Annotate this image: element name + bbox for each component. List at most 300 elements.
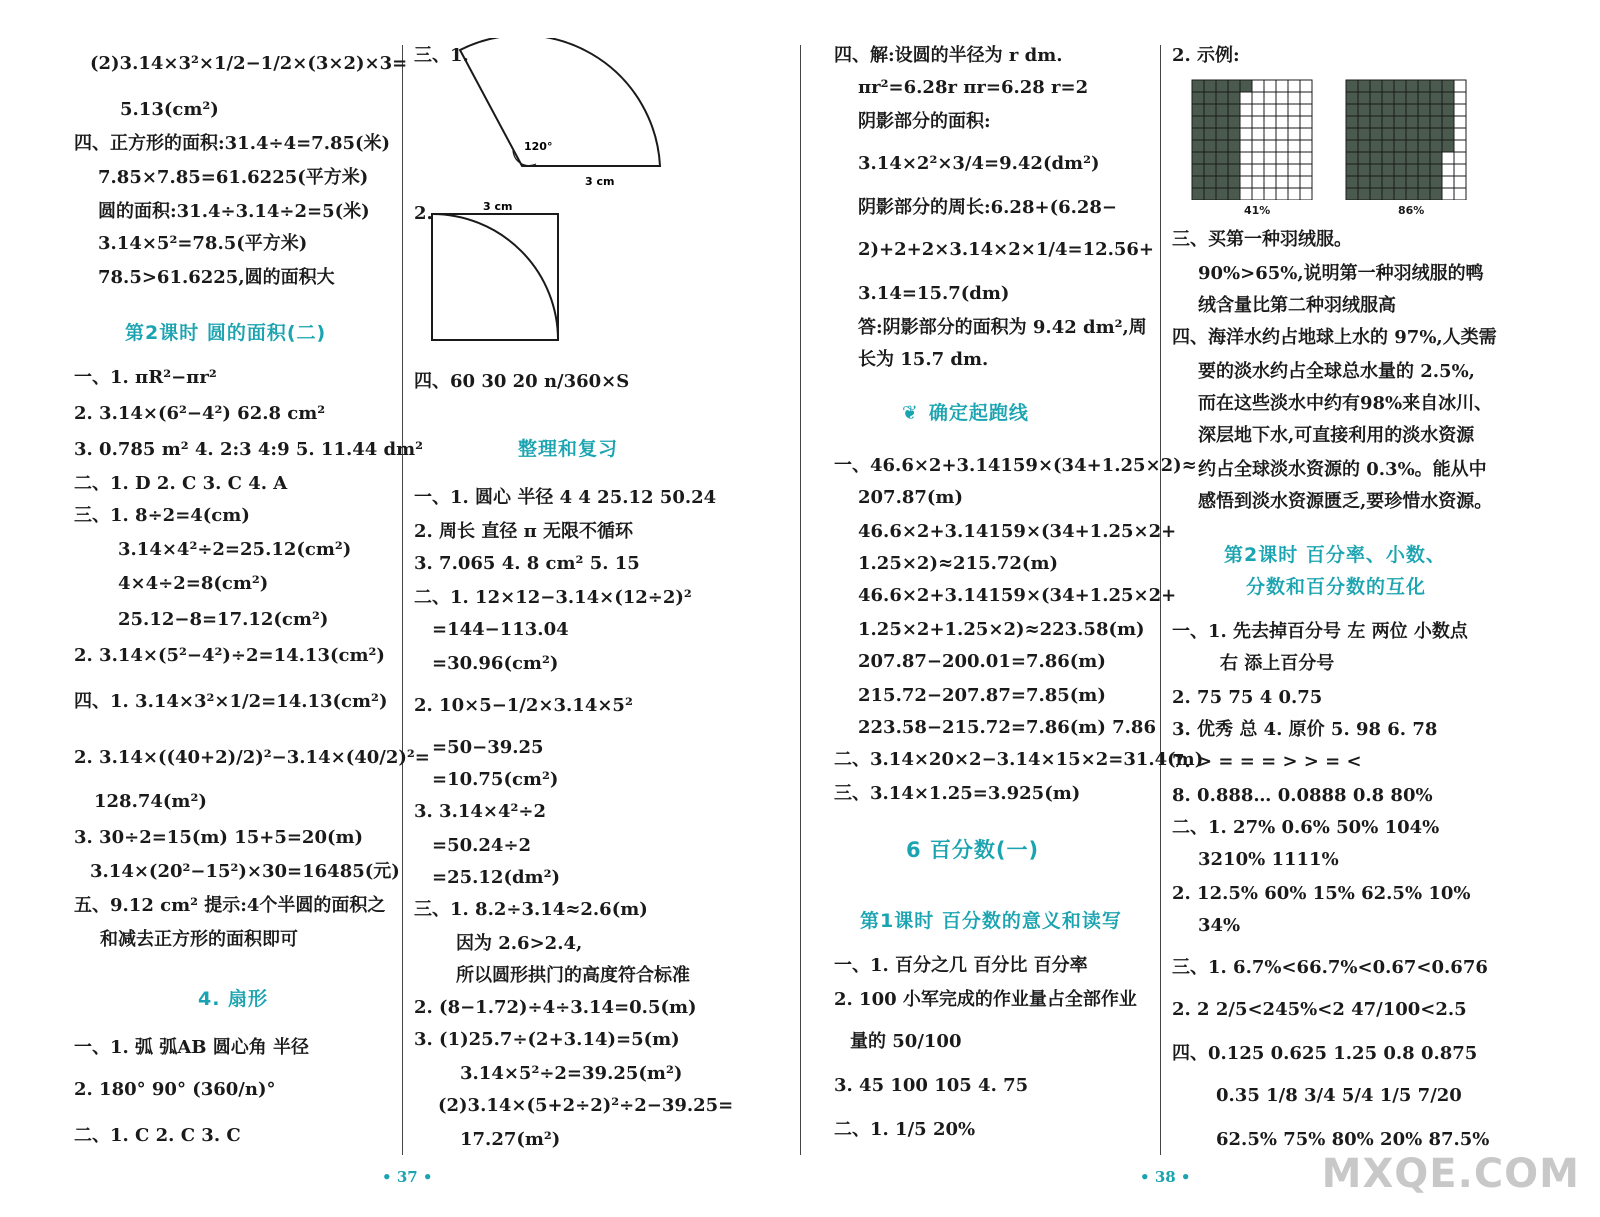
grid-cell [1288, 116, 1300, 128]
text-line: 2. (8−1.72)÷4÷3.14=0.5(m) [414, 997, 697, 1018]
grid-cell-filled [1346, 176, 1358, 188]
text-line: 阴影部分的周长:6.28+(6.28− [858, 197, 1118, 218]
text-line: 25.12−8=17.12(cm²) [118, 609, 329, 630]
grid-cell [1442, 188, 1454, 200]
quarter-circle-figure [428, 198, 578, 343]
grid-cell [1454, 176, 1466, 188]
page-number-left: • 37 • [382, 1168, 433, 1186]
text-line: 三、1. 8.2÷3.14≈2.6(m) [414, 899, 648, 920]
grid-cell [1240, 116, 1252, 128]
text-line: 2. 3.14×(6²−4²) 62.8 cm² [74, 403, 326, 424]
grid-cell [1276, 188, 1288, 200]
text-line: 绒含量比第二种羽绒服高 [1198, 295, 1396, 316]
text-line: 8. 0.888… 0.0888 0.8 80% [1172, 785, 1433, 806]
text-line: 62.5% 75% 80% 20% 87.5% [1216, 1129, 1490, 1150]
grid-cell-filled [1346, 92, 1358, 104]
grid-cell-filled [1204, 140, 1216, 152]
text-line: =144−113.04 [432, 619, 569, 640]
grid-cell-filled [1228, 128, 1240, 140]
percent-grid-86 [1344, 78, 1469, 200]
grid-cell-filled [1382, 92, 1394, 104]
grid-cell [1252, 188, 1264, 200]
grid-cell-filled [1228, 140, 1240, 152]
grid-cell [1454, 188, 1466, 200]
grid-cell [1300, 104, 1312, 116]
grid-cell-filled [1382, 176, 1394, 188]
grid-cell-filled [1204, 152, 1216, 164]
grid-cell [1454, 116, 1466, 128]
grid-cell-filled [1382, 128, 1394, 140]
grid-cell-filled [1382, 116, 1394, 128]
text-line: 3. 0.785 m² 4. 2:3 4:9 5. 11.44 dm² [74, 439, 424, 460]
text-line: πr²=6.28r πr=6.28 r=2 [858, 77, 1089, 98]
text-line: 78.5>61.6225,圆的面积大 [98, 267, 335, 288]
grid-cell [1454, 92, 1466, 104]
grid-cell [1240, 188, 1252, 200]
text-line: 因为 2.6>2.4, [456, 933, 583, 954]
grid-cell-filled [1216, 128, 1228, 140]
grid-cell-filled [1406, 164, 1418, 176]
grid-cell-filled [1346, 152, 1358, 164]
sector-figure [450, 38, 680, 188]
grid-cell [1454, 104, 1466, 116]
grid-cell-filled [1216, 92, 1228, 104]
grid-cell-filled [1406, 92, 1418, 104]
grid-cell-filled [1442, 92, 1454, 104]
text-line: 2)+2+2×3.14×2×1/4=12.56+ [858, 239, 1155, 260]
grid-cell [1252, 176, 1264, 188]
grid-cell-filled [1192, 164, 1204, 176]
section-heading: 第1课时 百分数的意义和读写 [860, 910, 1122, 932]
grid-cell-filled [1192, 188, 1204, 200]
grid-cell-filled [1192, 116, 1204, 128]
grid-cell-filled [1204, 128, 1216, 140]
grid-cell [1454, 140, 1466, 152]
grid-cell-filled [1228, 188, 1240, 200]
grid-cell-filled [1406, 188, 1418, 200]
grid-cell [1240, 140, 1252, 152]
grid-cell-filled [1370, 188, 1382, 200]
grid-cell-filled [1430, 104, 1442, 116]
grid-cell [1288, 188, 1300, 200]
grid-cell [1300, 92, 1312, 104]
grid-cell-filled [1442, 104, 1454, 116]
text-line: 深层地下水,可直接利用的淡水资源 [1198, 425, 1475, 446]
text-line: 1.25×2)≈215.72(m) [858, 553, 1059, 574]
grid-cell-filled [1192, 140, 1204, 152]
text-line: 3.14×2²×3/4=9.42(dm²) [858, 153, 1100, 174]
grid-cell [1300, 140, 1312, 152]
text-line: 34% [1198, 915, 1241, 936]
text-line: 所以圆形拱门的高度符合标准 [456, 965, 690, 986]
grid-cell [1252, 152, 1264, 164]
grid-cell-filled [1442, 116, 1454, 128]
grid-cell-filled [1204, 92, 1216, 104]
grid-cell-filled [1204, 116, 1216, 128]
grid-cell [1240, 128, 1252, 140]
grid-cell [1240, 176, 1252, 188]
text-line: 一、1. πR²−πr² [74, 367, 217, 388]
grid-cell-filled [1430, 80, 1442, 92]
grid-cell-filled [1204, 80, 1216, 92]
text-line: =50.24÷2 [432, 835, 532, 856]
text-line: 二、3.14×20×2−3.14×15×2=31.4(m) [834, 749, 1204, 770]
section-heading: 分数和百分数的互化 [1246, 576, 1427, 598]
grid-cell-filled [1370, 152, 1382, 164]
text-line: 3.14×5²=78.5(平方米) [98, 233, 308, 254]
grid-cell-filled [1216, 188, 1228, 200]
grid-cell-filled [1370, 104, 1382, 116]
grid-cell-filled [1370, 80, 1382, 92]
grid-cell-filled [1228, 176, 1240, 188]
grid-cell [1454, 80, 1466, 92]
grid-cell-filled [1192, 128, 1204, 140]
grid-cell-filled [1406, 176, 1418, 188]
grid-cell-filled [1216, 116, 1228, 128]
text-line: 2. 周长 直径 π 无限不循环 [414, 521, 634, 542]
grid-cell-filled [1216, 140, 1228, 152]
grid-cell-filled [1370, 140, 1382, 152]
grid-cell-filled [1228, 92, 1240, 104]
grid-cell-filled [1382, 80, 1394, 92]
text-line: 3. 优秀 总 4. 原价 5. 98 6. 78 [1172, 719, 1438, 740]
text-line: 3. 3.14×4²÷2 [414, 801, 546, 822]
text-line: 2. 3.14×(5²−4²)÷2=14.13(cm²) [74, 645, 385, 666]
percent-grid-41 [1190, 78, 1315, 200]
grid-cell-filled [1204, 188, 1216, 200]
text-line: 2. 12.5% 60% 15% 62.5% 10% [1172, 883, 1471, 904]
length-label: 3 cm [585, 175, 615, 188]
grid-cell [1300, 188, 1312, 200]
text-line: 二、1. C 2. C 3. C [74, 1125, 241, 1146]
text-line: =10.75(cm²) [432, 769, 559, 790]
text-line: 三、3.14×1.25=3.925(m) [834, 783, 1081, 804]
grid-cell [1252, 164, 1264, 176]
grid-cell-filled [1430, 92, 1442, 104]
section-heading: 4. 扇形 [198, 988, 269, 1010]
grid-cell-filled [1382, 152, 1394, 164]
page-number-text: 37 [396, 1168, 418, 1186]
grid-cell-filled [1358, 92, 1370, 104]
grid-cell-filled [1382, 164, 1394, 176]
text-line: (2)3.14×(5+2÷2)²÷2−39.25= [438, 1095, 734, 1116]
text-line: 2. 3.14×((40+2)/2)²−3.14×(40/2)²= [74, 747, 430, 768]
grid-cell-filled [1358, 116, 1370, 128]
grid-cell [1264, 80, 1276, 92]
text-line: 2. 100 小军完成的作业量占全部作业 [834, 989, 1137, 1010]
grid-cell-filled [1358, 152, 1370, 164]
grid-cell [1240, 92, 1252, 104]
grid-cell-filled [1442, 80, 1454, 92]
grid-label: 86% [1398, 204, 1425, 217]
grid-cell-filled [1346, 188, 1358, 200]
grid-cell-filled [1370, 176, 1382, 188]
grid-cell-filled [1418, 152, 1430, 164]
grid-cell [1300, 116, 1312, 128]
grid-cell-filled [1394, 140, 1406, 152]
section-heading: 第2课时 百分率、小数、 [1224, 544, 1446, 566]
grid-cell-filled [1430, 116, 1442, 128]
text-line: 3. 45 100 105 4. 75 [834, 1075, 1029, 1096]
grid-cell-filled [1406, 128, 1418, 140]
text-line: 3.14=15.7(dm) [858, 283, 1010, 304]
grid-cell-filled [1204, 164, 1216, 176]
grid-cell-filled [1370, 116, 1382, 128]
grid-cell-filled [1442, 140, 1454, 152]
grid-cell-filled [1382, 188, 1394, 200]
text-line: 四、解:设圆的半径为 r dm. [834, 45, 1063, 66]
text-line: 2. 示例: [1172, 45, 1240, 66]
grid-cell [1276, 92, 1288, 104]
text-line: 3.14×4²÷2=25.12(cm²) [118, 539, 352, 560]
grid-cell [1288, 164, 1300, 176]
text-line: 四、0.125 0.625 1.25 0.8 0.875 [1172, 1043, 1478, 1064]
grid-cell [1276, 104, 1288, 116]
text-line: 46.6×2+3.14159×(34+1.25×2+ [858, 585, 1177, 606]
grid-cell-filled [1394, 152, 1406, 164]
grid-cell [1300, 164, 1312, 176]
grid-cell-filled [1370, 128, 1382, 140]
grid-cell-filled [1394, 188, 1406, 200]
text-line: 207.87−200.01=7.86(m) [858, 651, 1106, 672]
grid-cell [1442, 164, 1454, 176]
chapter-heading: 6 百分数(一) [906, 838, 1040, 862]
grid-cell-filled [1418, 188, 1430, 200]
section-heading [902, 398, 1029, 425]
grid-cell-filled [1418, 164, 1430, 176]
text-line: 7.85×7.85=61.6225(平方米) [98, 167, 369, 188]
grid-cell-filled [1394, 176, 1406, 188]
text-line: 128.74(m²) [94, 791, 207, 812]
grid-cell-filled [1204, 104, 1216, 116]
grid-cell-filled [1228, 116, 1240, 128]
grid-cell-filled [1394, 80, 1406, 92]
text-line: 2. 75 75 4 0.75 [1172, 687, 1323, 708]
grid-cell [1288, 80, 1300, 92]
grid-cell-filled [1228, 164, 1240, 176]
grid-cell [1264, 152, 1276, 164]
grid-cell-filled [1430, 164, 1442, 176]
grid-cell-filled [1418, 80, 1430, 92]
text-line: 207.87(m) [858, 487, 963, 508]
grid-cell-filled [1430, 140, 1442, 152]
grid-cell-filled [1358, 176, 1370, 188]
grid-cell [1454, 164, 1466, 176]
text-line: 17.27(m²) [460, 1129, 561, 1150]
text-line: =30.96(cm²) [432, 653, 559, 674]
grid-cell-filled [1346, 128, 1358, 140]
grid-cell-filled [1418, 140, 1430, 152]
grid-cell-filled [1216, 152, 1228, 164]
text-line: 7. > = = = > > = < [1172, 751, 1362, 772]
text-line: 0.35 1/8 3/4 5/4 1/5 7/20 [1216, 1085, 1462, 1106]
grid-cell [1454, 152, 1466, 164]
section-heading: 整理和复习 [518, 438, 619, 460]
grid-cell [1252, 140, 1264, 152]
text-line: 一、46.6×2+3.14159×(34+1.25×2)≈ [834, 455, 1197, 476]
text-line: 感悟到淡水资源匮乏,要珍惜水资源。 [1198, 491, 1493, 512]
grid-cell [1288, 104, 1300, 116]
text-line: 二、1. 12×12−3.14×(12÷2)² [414, 587, 692, 608]
grid-cell-filled [1358, 140, 1370, 152]
grid-cell-filled [1370, 164, 1382, 176]
grid-cell-filled [1418, 176, 1430, 188]
grid-cell-filled [1228, 80, 1240, 92]
grid-cell [1276, 152, 1288, 164]
text-line: 2. 180° 90° (360/n)° [74, 1079, 276, 1100]
grid-cell-filled [1216, 176, 1228, 188]
text-line: 长为 15.7 dm. [858, 349, 989, 370]
grid-cell-filled [1358, 128, 1370, 140]
grid-cell-filled [1406, 140, 1418, 152]
text-line: 3. 30÷2=15(m) 15+5=20(m) [74, 827, 364, 848]
sprout-icon: ❦ [902, 402, 919, 424]
grid-cell-filled [1430, 188, 1442, 200]
grid-cell-filled [1430, 176, 1442, 188]
grid-cell-filled [1430, 128, 1442, 140]
grid-cell [1300, 80, 1312, 92]
grid-cell-filled [1358, 188, 1370, 200]
text-line: 五、9.12 cm² 提示:4个半圆的面积之 [74, 895, 386, 916]
text-line: 三、1. 8÷2=4(cm) [74, 505, 250, 526]
text-line: 四、正方形的面积:31.4÷4=7.85(米) [74, 133, 391, 154]
grid-cell-filled [1406, 104, 1418, 116]
text-line: 一、1. 先去掉百分号 左 两位 小数点 [1172, 621, 1468, 642]
text-line: 量的 50/100 [850, 1031, 962, 1052]
grid-cell-filled [1192, 152, 1204, 164]
text-line: 1.25×2+1.25×2)≈223.58(m) [858, 619, 1145, 640]
column-4 [1168, 0, 1588, 1190]
grid-cell-filled [1442, 128, 1454, 140]
text-line: 约占全球淡水资源的 0.3%。能从中 [1198, 459, 1487, 480]
text-line: 一、1. 百分之几 百分比 百分率 [834, 955, 1088, 976]
grid-cell-filled [1240, 80, 1252, 92]
grid-cell [1288, 152, 1300, 164]
text-line: 3.14×5²÷2=39.25(m²) [460, 1063, 683, 1084]
grid-cell-filled [1406, 116, 1418, 128]
grid-cell [1252, 80, 1264, 92]
grid-cell [1252, 92, 1264, 104]
grid-cell-filled [1430, 152, 1442, 164]
grid-cell [1264, 92, 1276, 104]
grid-cell [1288, 140, 1300, 152]
grid-cell [1276, 164, 1288, 176]
grid-cell-filled [1192, 80, 1204, 92]
grid-cell-filled [1418, 128, 1430, 140]
text-line: 223.58−215.72=7.86(m) 7.86 [858, 717, 1156, 738]
text-line: 2. [414, 203, 433, 224]
grid-cell-filled [1216, 164, 1228, 176]
grid-cell-filled [1418, 92, 1430, 104]
grid-cell [1264, 128, 1276, 140]
text-line: 一、1. 圆心 半径 4 4 25.12 50.24 [414, 487, 717, 508]
text-line: 4×4÷2=8(cm²) [118, 573, 269, 594]
grid-cell-filled [1204, 176, 1216, 188]
text-line: 一、1. 弧 弧AB 圆心角 半径 [74, 1037, 310, 1058]
grid-cell [1252, 104, 1264, 116]
grid-cell [1288, 128, 1300, 140]
column-divider-middle [800, 45, 801, 1155]
text-line: =25.12(dm²) [432, 867, 560, 888]
grid-cell-filled [1192, 92, 1204, 104]
angle-label: 120° [524, 140, 553, 153]
text-line: (2)3.14×3²×1/2−1/2×(3×2)×3= [90, 53, 408, 74]
text-line: 5.13(cm²) [120, 99, 219, 120]
grid-cell [1276, 176, 1288, 188]
grid-cell-filled [1346, 116, 1358, 128]
grid-cell-filled [1228, 152, 1240, 164]
text-line: 二、1. 27% 0.6% 50% 104% [1172, 817, 1440, 838]
grid-cell [1264, 140, 1276, 152]
column-2 [410, 0, 795, 1190]
grid-cell-filled [1382, 140, 1394, 152]
grid-cell-filled [1394, 104, 1406, 116]
grid-cell [1300, 152, 1312, 164]
page-number-right: • 38 • [1140, 1168, 1191, 1186]
text-line: 3.14×(20²−15²)×30=16485(元) [90, 861, 400, 882]
text-line: =50−39.25 [432, 737, 544, 758]
text-line: 阴影部分的面积: [858, 111, 991, 132]
grid-cell [1240, 104, 1252, 116]
grid-cell-filled [1394, 116, 1406, 128]
grid-cell [1264, 176, 1276, 188]
text-line: 答:阴影部分的面积为 9.42 dm²,周 [858, 317, 1147, 338]
text-line: 圆的面积:31.4÷3.14÷2=5(米) [98, 201, 370, 222]
grid-cell [1264, 116, 1276, 128]
grid-cell [1264, 164, 1276, 176]
grid-cell [1276, 116, 1288, 128]
grid-cell-filled [1358, 164, 1370, 176]
text-line: 要的淡水约占全球总水量的 2.5%, [1198, 361, 1475, 382]
text-line: 46.6×2+3.14159×(34+1.25×2+ [858, 521, 1177, 542]
text-line: 2. 10×5−1/2×3.14×5² [414, 695, 633, 716]
text-line: 三、1. [414, 45, 469, 66]
grid-cell-filled [1394, 164, 1406, 176]
grid-cell [1288, 92, 1300, 104]
text-line: 90%>65%,说明第一种羽绒服的鸭 [1198, 263, 1484, 284]
section-heading: 第2课时 圆的面积(二) [125, 322, 327, 344]
grid-cell-filled [1192, 104, 1204, 116]
grid-cell-filled [1406, 80, 1418, 92]
text-line: 三、买第一种羽绒服。 [1172, 229, 1352, 250]
text-line: 二、1. D 2. C 3. C 4. A [74, 473, 288, 494]
grid-cell [1264, 188, 1276, 200]
grid-cell-filled [1394, 128, 1406, 140]
grid-cell-filled [1216, 80, 1228, 92]
grid-cell-filled [1216, 104, 1228, 116]
text-line: 四、60 30 20 n/360×S [414, 371, 630, 392]
grid-cell [1276, 80, 1288, 92]
grid-cell [1288, 176, 1300, 188]
text-line: 3. (1)25.7÷(2+3.14)=5(m) [414, 1029, 680, 1050]
grid-cell [1240, 164, 1252, 176]
grid-cell-filled [1358, 104, 1370, 116]
grid-cell [1442, 152, 1454, 164]
grid-cell [1442, 176, 1454, 188]
watermark: MXQE.COM [1321, 1151, 1580, 1197]
grid-cell-filled [1370, 92, 1382, 104]
grid-cell [1240, 152, 1252, 164]
grid-cell-filled [1346, 140, 1358, 152]
grid-cell [1454, 128, 1466, 140]
grid-cell-filled [1418, 116, 1430, 128]
grid-cell [1300, 176, 1312, 188]
grid-cell-filled [1394, 92, 1406, 104]
grid-cell-filled [1406, 152, 1418, 164]
text-line: 3. 7.065 4. 8 cm² 5. 15 [414, 553, 640, 574]
grid-cell-filled [1382, 104, 1394, 116]
grid-cell [1252, 116, 1264, 128]
